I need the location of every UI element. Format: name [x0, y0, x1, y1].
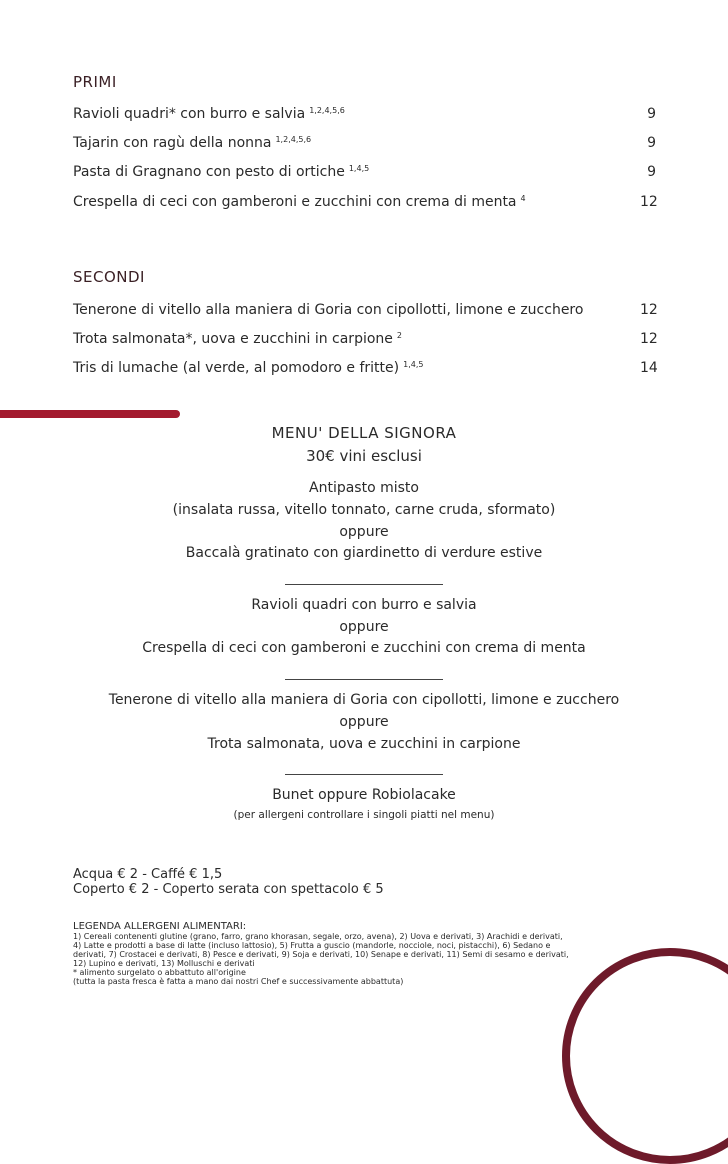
legend-title: LEGENDA ALLERGENI ALIMENTARI:: [73, 921, 247, 932]
course-line: oppure: [339, 714, 389, 730]
legend-line: (tutta la pasta fresca è fatta a mano dai nostri Chef e successivamente abbattuta): [73, 977, 404, 986]
allergen-note: (per allergeni controllare i singoli piatti nel menu): [233, 809, 495, 821]
dish-price: 14: [640, 360, 658, 376]
course-line: oppure: [339, 524, 389, 540]
allergen-codes: 1,4,5: [403, 360, 424, 369]
dish-name: Crespella di ceci con gamberoni e zucchini con crema di menta: [73, 194, 517, 210]
dish-name: Tris di lumache (al verde, al pomodoro e fritte): [73, 360, 400, 376]
divider: [285, 679, 443, 680]
legend-line: 1) Cereali contenenti glutine (grano, farro, grano khorasan, segale, orzo, avena), 2) Uova e derivati, 3) Arachidi e derivati,: [73, 932, 563, 941]
dish-price: 9: [647, 135, 656, 151]
divider: [285, 774, 443, 775]
secondi-item: [73, 331, 656, 351]
primi-item: [73, 135, 656, 155]
cover-charge-line: Coperto € 2 - Coperto serata con spettacolo € 5: [73, 882, 384, 897]
dish-price: 12: [640, 331, 658, 347]
menu-signora-price: 30€ vini esclusi: [306, 447, 422, 465]
dish-name: Trota salmonata*, uova e zucchini in carpione: [73, 331, 393, 347]
primi-title: PRIMI: [73, 73, 117, 91]
allergen-codes: 1,4,5: [348, 164, 370, 173]
secondi-title: SECONDI: [73, 268, 145, 286]
menu-signora-title: MENU' DELLA SIGNORA: [271, 424, 457, 442]
allergen-codes: 1,2,4,5,6: [275, 135, 312, 144]
course-line: Tenerone di vitello alla maniera di Goria con cipollotti, limone e zucchero: [108, 692, 620, 708]
secondi-item: [73, 360, 656, 380]
dish-price: 12: [640, 302, 658, 318]
course-line: (insalata russa, vitello tonnato, carne cruda, sformato): [172, 502, 556, 518]
legend-line: 4) Latte e prodotti a base di latte (incluso lattosio), 5) Frutta a guscio (mandorle, nocciole, noci, pistacchi), 6) Sedano e: [73, 941, 551, 950]
allergen-codes: 4: [520, 194, 526, 203]
legend-body: [73, 932, 663, 986]
dessert-line: Bunet oppure Robiolacake: [272, 787, 456, 803]
legend-line: derivati, 7) Crostacei e derivati, 8) Pesce e derivati, 9) Soja e derivati, 10) Senape e derivati, 11) Semi di sesamo e derivati,: [73, 950, 569, 959]
course-line: Antipasto misto: [309, 480, 419, 496]
course-line: Baccalà gratinato con giardinetto di verdure estive: [185, 545, 543, 561]
dish-name: Tajarin con ragù della nonna: [73, 135, 272, 151]
course-line: Crespella di ceci con gamberoni e zucchini con crema di menta: [142, 640, 586, 656]
accent-bar: [0, 410, 180, 418]
dish-name: Tenerone di vitello alla maniera di Goria con cipollotti, limone e zucchero: [73, 302, 584, 318]
legend-line: * alimento surgelato o abbattuto all'origine: [73, 968, 246, 977]
course-line: Ravioli quadri con burro e salvia: [251, 597, 477, 613]
primi-item: [73, 194, 656, 214]
drinks-line: Acqua € 2 - Caffé € 1,5: [73, 867, 223, 882]
dish-price: 9: [647, 164, 656, 180]
dish-price: 9: [647, 106, 656, 122]
course-line: Trota salmonata, uova e zucchini in carpione: [207, 736, 521, 752]
primi-item: [73, 164, 656, 184]
legend-line: 12) Lupino e derivati, 13) Molluschi e derivati: [73, 959, 255, 968]
allergen-codes: 2: [396, 331, 402, 340]
dish-price: 12: [640, 194, 658, 210]
allergen-codes: 1,2,4,5,6: [309, 106, 345, 115]
secondi-item: [73, 302, 656, 322]
primi-item: [73, 106, 656, 126]
dish-name: Ravioli quadri* con burro e salvia: [73, 106, 306, 122]
dish-name: Pasta di Gragnano con pesto di ortiche: [73, 164, 345, 180]
divider: [285, 584, 443, 585]
course-line: oppure: [339, 619, 389, 635]
